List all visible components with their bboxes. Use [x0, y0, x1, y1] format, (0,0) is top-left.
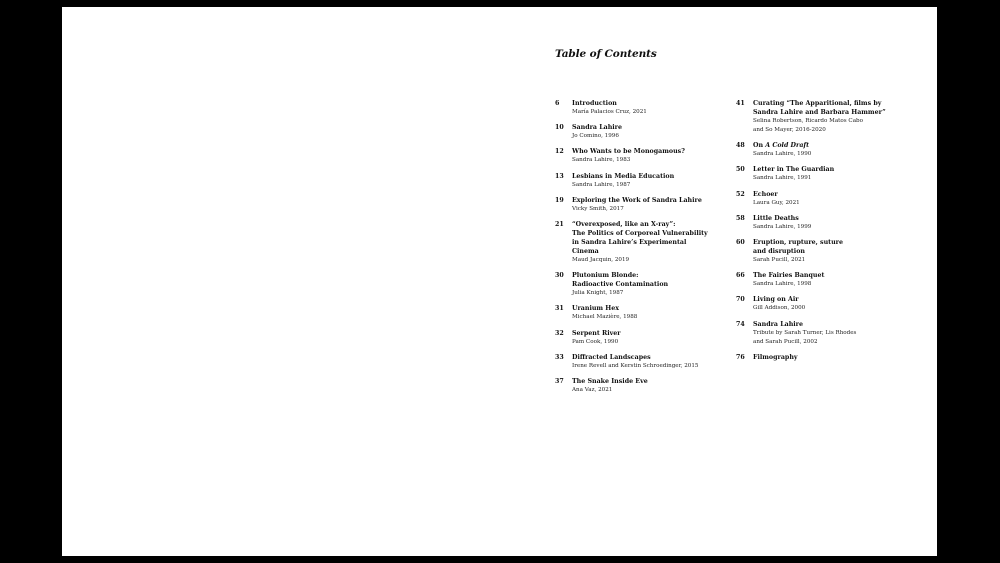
toc-entry-title: [753, 141, 906, 150]
toc-entry-title: Curating “The Apparitional, films by Sandra Lahire and Barbara Hammer”: [753, 100, 886, 116]
toc-entry-byline: Selina Robertson, Ricardo Matos Cabo and So Mayer, 2016-2020: [753, 118, 863, 133]
toc-page-number: 12: [555, 148, 564, 156]
toc-entry-title: Filmography: [753, 353, 798, 361]
toc-page-number: 10: [555, 124, 564, 132]
toc-entry-title: Lesbians in Media Education: [572, 172, 675, 180]
toc-entry-byline: Vicky Smith, 2017: [572, 205, 624, 212]
toc-entry-byline: Sandra Lahire, 1983: [572, 157, 631, 164]
toc-entry-title: Exploring the Work of Sandra Lahire: [572, 196, 702, 204]
toc-entry-byline: Sandra Lahire, 1998: [753, 281, 812, 288]
toc-entry-byline: Jo Comino, 1996: [572, 133, 619, 140]
toc-entry-title: Uranium Hex: [572, 305, 620, 313]
toc-page-number: 19: [555, 196, 564, 204]
toc-entry: [736, 353, 906, 362]
toc-entry: [555, 220, 715, 265]
toc-entry-title: The Fairies Banquet: [753, 272, 825, 280]
toc-entry-byline: Maud Jacquin, 2019: [572, 256, 630, 263]
toc-entry-byline: Sarah Pucill, 2021: [753, 256, 806, 263]
toc-entry: [736, 214, 906, 232]
toc-page-number: 13: [555, 172, 564, 180]
toc-entry-byline: Pam Cook, 1990: [572, 338, 619, 345]
toc-entry-title: Introduction: [572, 100, 617, 107]
toc-entry-title: Plutonium Blonde: Radioactive Contamination: [572, 272, 669, 289]
toc-entry: [736, 190, 906, 208]
toc-page-number: 58: [736, 214, 745, 222]
toc-entry-byline: Sandra Lahire, 1987: [572, 181, 631, 188]
toc-entry: [736, 320, 906, 347]
toc-entry-title: Living on Air: [753, 296, 799, 304]
toc-entry-byline: Irene Revell and Kerstin Schroedinger, 2015: [572, 362, 699, 369]
toc-page-number: 21: [555, 220, 564, 228]
toc-entry-title: The Snake Inside Eve: [572, 377, 648, 385]
toc-entry: [736, 141, 906, 159]
toc-page-number: 48: [736, 142, 745, 150]
toc-entry-byline: Sandra Lahire, 1990: [753, 151, 812, 158]
toc-column-right: [736, 99, 906, 368]
toc-page-number: 74: [736, 320, 745, 328]
toc-entry: [736, 295, 906, 313]
toc-page-number: 52: [736, 190, 745, 198]
toc-entry-title: Echoer: [753, 190, 778, 198]
toc-entry-byline: Sandra Lahire, 1991: [753, 175, 812, 182]
toc-entry: [555, 147, 715, 165]
toc-page-number: 66: [736, 272, 745, 280]
toc-entry: [555, 304, 715, 322]
toc-entry: [555, 329, 715, 347]
toc-page-number: 37: [555, 377, 564, 385]
toc-entry-title-prefix: On: [753, 142, 766, 150]
toc-entry-title: Letter in The Guardian: [753, 166, 835, 174]
toc-page-number: 76: [736, 353, 745, 361]
toc-entry: [555, 353, 715, 371]
toc-entry: [555, 271, 715, 298]
toc-page-number: 6: [555, 100, 560, 107]
toc-column-left: [555, 99, 715, 401]
toc-entry: [555, 377, 715, 395]
toc-entry-byline: Gill Addison, 2000: [753, 305, 806, 312]
toc-page-number: 32: [555, 329, 564, 337]
toc-entry-title: Sandra Lahire: [753, 320, 803, 328]
toc-entry: [555, 123, 715, 141]
toc-page-number: 70: [736, 296, 745, 304]
toc-entry-byline: Michael Mazière, 1988: [572, 314, 638, 321]
toc-entry-title-italic: A Cold Draft: [765, 142, 810, 150]
toc-page-number: 50: [736, 166, 745, 174]
toc-entry-title: Who Wants to be Monogamous?: [572, 148, 685, 156]
toc-entry: [736, 271, 906, 289]
toc-entry-byline: Julia Knight, 1987: [572, 290, 624, 297]
toc-page-number: 41: [736, 100, 745, 107]
toc-entry-byline: María Palacios Cruz, 2021: [572, 109, 647, 115]
toc-page-number: 33: [555, 353, 564, 361]
toc-entry: [555, 172, 715, 190]
toc-entry-byline: Sandra Lahire, 1999: [753, 223, 812, 230]
toc-entry-title: Diffracted Landscapes: [572, 353, 651, 361]
toc-entry: [736, 99, 906, 135]
toc-entry-title: Serpent River: [572, 329, 621, 337]
toc-entry: [555, 196, 715, 214]
page-title: Table of Contents: [555, 48, 657, 60]
toc-entry: [736, 238, 906, 265]
toc-entry: [736, 165, 906, 183]
toc-page-number: 60: [736, 238, 745, 246]
toc-entry-byline: Ana Vaz, 2021: [572, 386, 613, 393]
toc-entry-title: Sandra Lahire: [572, 124, 622, 132]
toc-page-number: 30: [555, 272, 564, 280]
toc-page-number: 31: [555, 305, 564, 313]
toc-entry-title: Eruption, rupture, suture and disruption: [753, 238, 843, 255]
toc-entry-byline: Laura Guy, 2021: [753, 199, 800, 206]
toc-entry-title: Little Deaths: [753, 214, 799, 222]
toc-entry-byline: Tribute by Sarah Turner, Lis Rhodes and Sarah Pucill, 2002: [753, 329, 857, 345]
toc-entry-title: “Overexposed, like an X-ray”: The Politics of Corporeal Vulnerability in Sandra Lahire’s Experimental Cinema: [572, 220, 708, 255]
toc-entry: [555, 99, 715, 117]
